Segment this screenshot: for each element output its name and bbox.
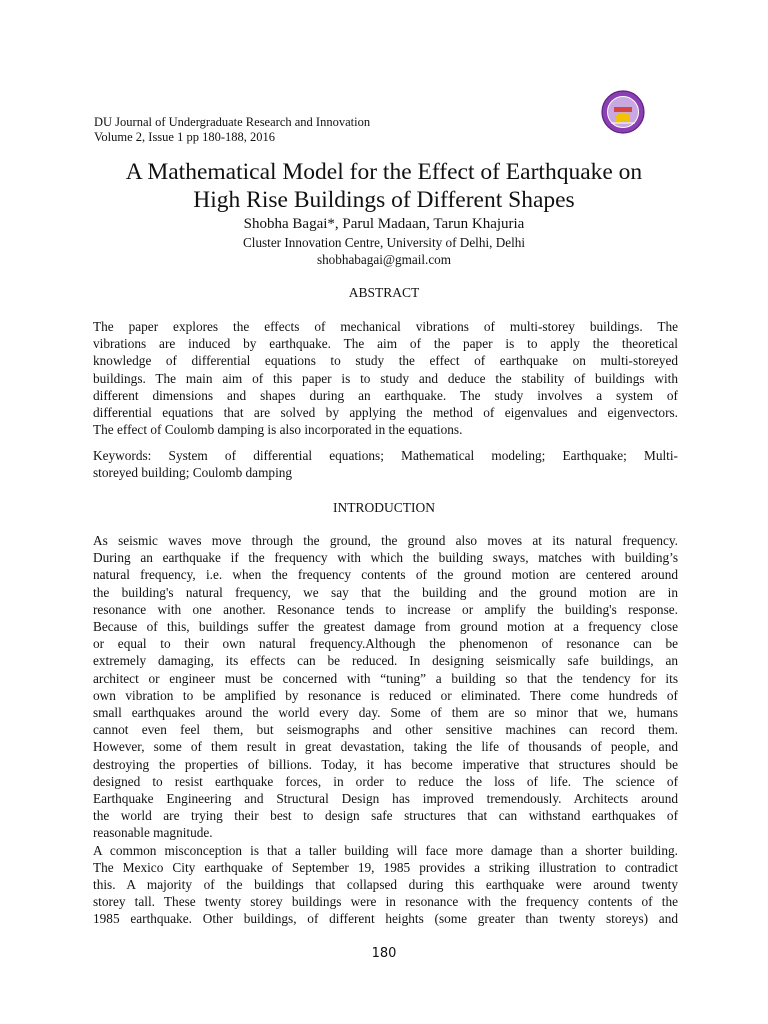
text-line: extremely damaging, its effects can be reduced. In designing seismically safe buildings, an	[93, 653, 678, 669]
keywords-paragraph	[93, 447, 678, 481]
text-line: As seismic waves move through the ground, the ground also moves at its natural frequency.	[93, 533, 678, 548]
text-line: this. A majority of the buildings that collapsed during this earthquake were around twenty	[93, 877, 678, 893]
text-line: small earthquakes around the world every day. Some of them are so minor that we, humans	[93, 705, 678, 721]
text-line: A common misconception is that a taller building will face more damage than a shorter building.	[93, 842, 678, 858]
abstract-heading: ABSTRACT	[348, 285, 420, 300]
journal-header	[94, 115, 370, 145]
text-line: designed to resist earthquake forces, in order to reduce the loss of life. The science of	[93, 773, 678, 789]
journal-name: DU Journal of Undergraduate Research and Innovation	[94, 115, 371, 129]
text-line: cannot even feel them, but seismographs and other sensitive machines can record them.	[93, 722, 678, 738]
text-line: buildings. The main aim of this paper is to study and deduce the stability of buildings with	[93, 370, 678, 386]
text-line: own vibration to be amplified by resonance is reduced or eliminated. There come hundreds of	[93, 687, 678, 703]
text-line: knowledge of differential equations to study the effect of earthquake on multi-storeyed	[93, 353, 678, 369]
text-line: different dimensions and shapes during an earthquake. The study involves a system of	[93, 387, 678, 403]
text-line: differential equations that are solved by applying the method of eigenvalues and eigenvectors.	[93, 405, 678, 421]
text-line: vibrations are induced by earthquake. The aim of the paper is to apply the theoretical	[93, 336, 678, 352]
title-line: A Mathematical Model for the Effect of Earthquake on	[125, 159, 643, 185]
text-line: 1985 earthquake. Other buildings, of different heights (some greater than twenty storeys) and	[93, 911, 678, 927]
text-line: destroying the properties of billions. Today, it has become imperative that structures should be	[93, 756, 678, 772]
introduction-paragraph	[93, 532, 678, 928]
abstract-paragraph	[93, 318, 678, 438]
journal-volume: Volume 2, Issue 1 pp 180-188, 2016	[94, 130, 276, 144]
text-line: However, some of them result in great devastation, taking the life of thousands of people, and	[93, 739, 678, 755]
text-line: the world are trying their best to design safe structures that can withstand earthquakes of	[93, 808, 678, 824]
text-line: the building's natural frequency, we say that the building and the ground motion are in	[93, 584, 678, 600]
affiliation: Cluster Innovation Centre, University of Delhi, Delhi	[242, 235, 525, 250]
university-seal-icon	[601, 90, 645, 134]
introduction-heading: INTRODUCTION	[333, 500, 435, 515]
text-line: Keywords: System of differential equations; Mathematical modeling; Earthquake; Multi-	[93, 448, 678, 463]
text-line: Earthquake Engineering and Structural Design has improved tremendously. Architects around	[93, 791, 678, 807]
text-line: Because of this, buildings suffer the greatest damage from ground motion at a frequency close	[93, 619, 678, 635]
text-line: reasonable magnitude.	[93, 825, 213, 841]
text-line: During an earthquake if the frequency with which the building sways, matches with building’s	[93, 550, 678, 566]
text-line: resonance with one another. Resonance tends to increase or amplify the building's response.	[93, 601, 678, 617]
paper-title	[60, 158, 708, 214]
text-line: storey tall. These twenty storey buildings were in resonance with the frequency contents of the	[93, 894, 678, 910]
text-line: or equal to their own natural frequency.Although the phenomenon of resonance can be	[93, 636, 678, 652]
authors: Shobha Bagai*, Parul Madaan, Tarun Khajuria	[243, 216, 525, 232]
text-line: architect or engineer must be concerned with “tuning” a building so that the tendency for its	[93, 670, 678, 686]
text-line: storeyed building; Coulomb damping	[93, 465, 293, 481]
text-line: The Mexico City earthquake of September 19, 1985 provides a striking illustration to contradict	[93, 859, 678, 875]
title-line: High Rise Buildings of Different Shapes	[193, 187, 575, 213]
text-line: natural frequency, i.e. when the frequency contents of the ground motion are centered around	[93, 567, 678, 583]
text-line: The effect of Coulomb damping is also incorporated in the equations.	[93, 422, 463, 438]
page-number: 180	[371, 946, 397, 961]
text-line: The paper explores the effects of mechanical vibrations of multi-storey buildings. The	[93, 319, 678, 334]
author-email: shobhabagai@gmail.com	[316, 252, 452, 267]
